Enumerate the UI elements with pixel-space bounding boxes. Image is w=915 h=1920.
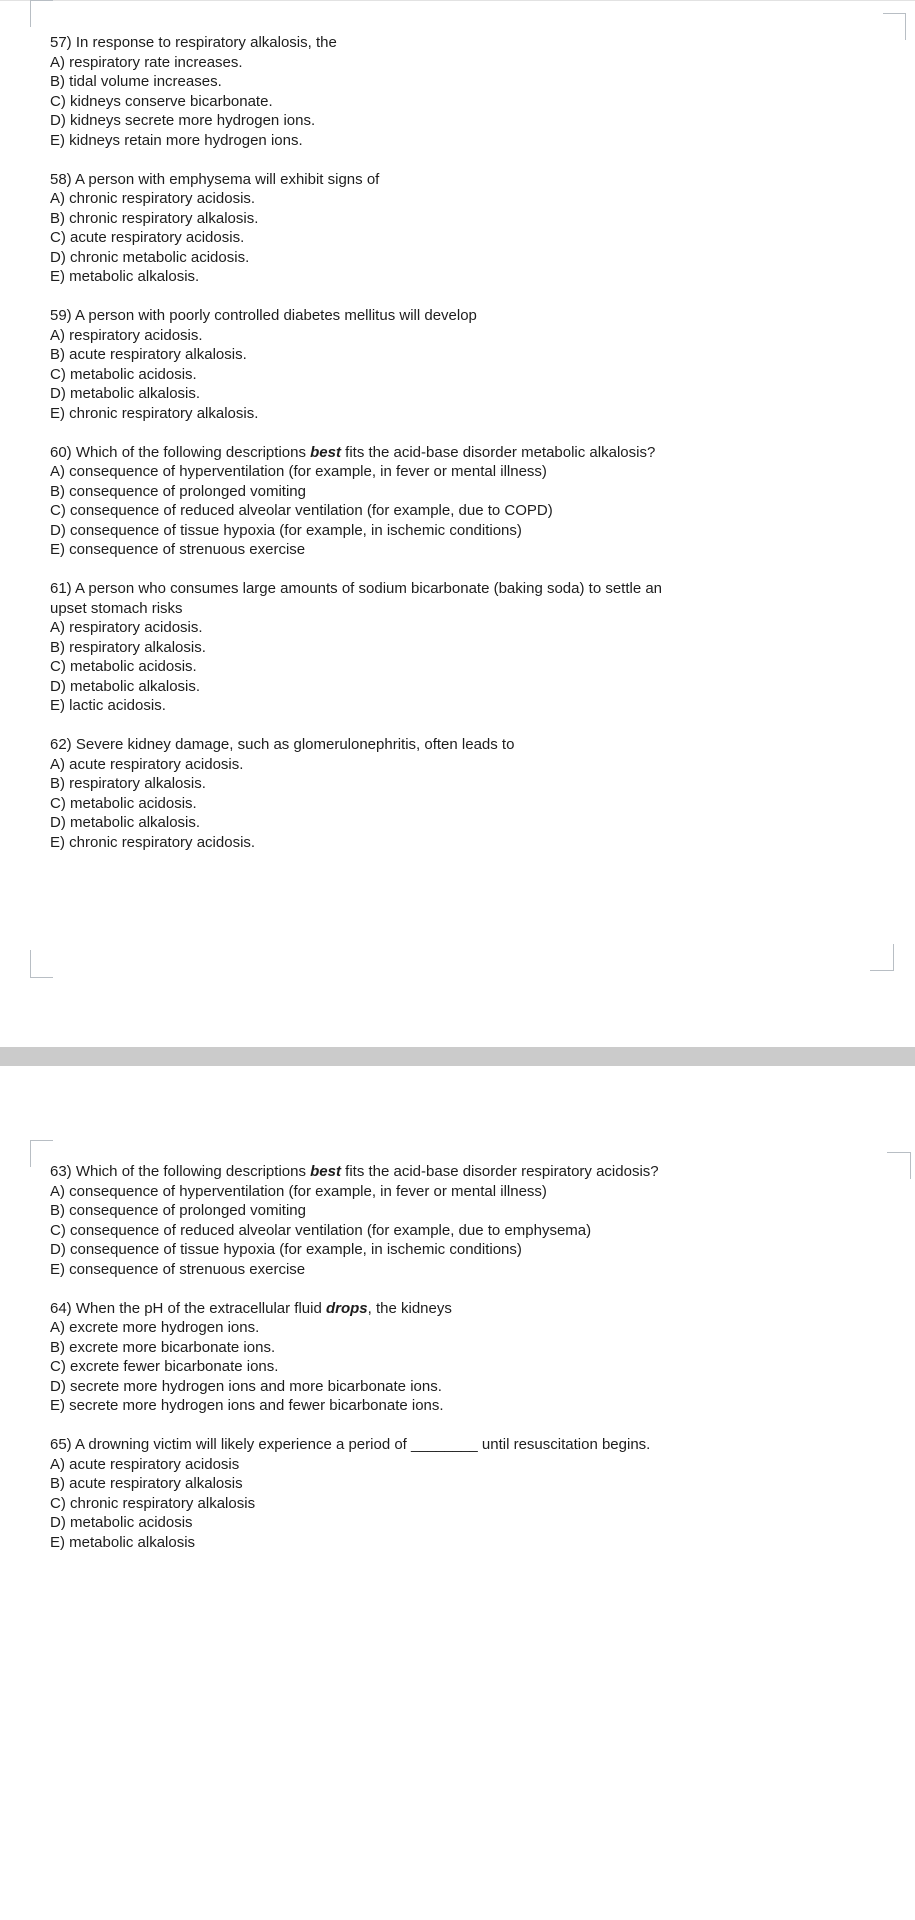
answer-option: C) chronic respiratory alkalosis xyxy=(50,1494,256,1512)
question-block xyxy=(50,1162,850,1279)
answer-option: D) metabolic alkalosis. xyxy=(50,814,201,831)
answer-option: A) consequence of hyperventilation (for example, in fever or mental illness) xyxy=(50,1182,547,1200)
question-stem xyxy=(50,579,850,599)
answer-option: C) consequence of reduced alveolar ventilation (for example, due to COPD) xyxy=(50,502,553,519)
answer-option: B) consequence of prolonged vomiting xyxy=(50,482,306,500)
question-block xyxy=(50,33,850,150)
answer-option: D) consequence of tissue hypoxia (for example, in ischemic conditions) xyxy=(50,521,522,539)
question-stem xyxy=(50,33,850,53)
question-block xyxy=(50,306,850,423)
question-block xyxy=(50,735,850,852)
stem-text: upset stomach risks xyxy=(50,599,183,617)
stem-emphasis-text: drops xyxy=(325,1299,368,1317)
stem-text: 64) When the pH of the extracellular fluid xyxy=(50,1299,326,1317)
stem-text: 63) Which of the following descriptions xyxy=(50,1163,311,1180)
answer-option: D) kidneys secrete more hydrogen ions. xyxy=(50,112,316,129)
answer-option: B) tidal volume increases. xyxy=(50,73,222,90)
answer-option: E) chronic respiratory alkalosis. xyxy=(50,404,259,422)
answer-option: B) respiratory alkalosis. xyxy=(50,775,206,792)
question-stem xyxy=(50,306,850,326)
crop-mark-bottom-left-icon xyxy=(30,950,53,978)
answer-option: C) consequence of reduced alveolar ventilation (for example, due to emphysema) xyxy=(50,1221,592,1239)
crop-mark-page2-top-right-icon xyxy=(887,1152,911,1179)
answer-option: C) excrete fewer bicarbonate ions. xyxy=(50,1358,279,1375)
answer-option: A) chronic respiratory acidosis. xyxy=(50,190,256,207)
answer-option: B) consequence of prolonged vomiting xyxy=(50,1202,306,1219)
question-stem xyxy=(50,1435,850,1455)
stem-text: 57) In response to respiratory alkalosis, the xyxy=(50,34,337,51)
answer-option: D) secrete more hydrogen ions and more bicarbonate ions. xyxy=(50,1377,442,1395)
crop-mark-top-right-icon xyxy=(883,13,906,40)
answer-option: C) metabolic acidosis. xyxy=(50,794,197,812)
question-block xyxy=(50,443,850,560)
answer-option: E) secrete more hydrogen ions and fewer bicarbonate ions. xyxy=(50,1397,444,1414)
stem-emphasis-text: best xyxy=(310,1163,341,1180)
stem-text: fits the acid-base disorder respiratory acidosis? xyxy=(340,1163,659,1180)
stem-text: , the kidneys xyxy=(367,1299,452,1317)
answer-option: E) metabolic alkalosis. xyxy=(50,268,200,285)
answer-option: A) consequence of hyperventilation (for example, in fever or mental illness) xyxy=(50,463,547,480)
answer-option: A) respiratory acidosis. xyxy=(50,326,203,344)
answer-option: C) metabolic acidosis. xyxy=(50,365,197,383)
stem-text: fits the acid-base disorder metabolic alkalosis? xyxy=(340,443,656,461)
answer-option: E) chronic respiratory acidosis. xyxy=(50,833,256,851)
question-block xyxy=(50,579,850,716)
answer-option: E) consequence of strenuous exercise xyxy=(50,1260,306,1278)
answer-option: C) acute respiratory acidosis. xyxy=(50,229,245,246)
answer-option: D) consequence of tissue hypoxia (for example, in ischemic conditions) xyxy=(50,1241,522,1258)
answer-option: A) respiratory rate increases. xyxy=(50,53,243,71)
answer-option: D) metabolic acidosis xyxy=(50,1514,193,1531)
question-stem xyxy=(50,599,850,619)
document-page-1 xyxy=(50,33,850,872)
stem-text: 61) A person who consumes large amounts of sodium bicarbonate (baking soda) to settle an xyxy=(50,580,663,597)
answer-option: B) chronic respiratory alkalosis. xyxy=(50,209,259,227)
answer-option: E) metabolic alkalosis xyxy=(50,1533,196,1551)
answer-option: B) respiratory alkalosis. xyxy=(50,638,206,656)
question-stem xyxy=(50,1162,850,1182)
question-stem xyxy=(50,1299,850,1319)
answer-option: A) excrete more hydrogen ions. xyxy=(50,1319,260,1336)
question-stem xyxy=(50,443,850,463)
answer-option: A) respiratory acidosis. xyxy=(50,619,203,636)
document-page-2 xyxy=(50,1162,850,1572)
answer-option: B) excrete more bicarbonate ions. xyxy=(50,1338,276,1356)
question-stem xyxy=(50,735,850,755)
answer-option: A) acute respiratory acidosis xyxy=(50,1455,240,1473)
answer-option: E) consequence of strenuous exercise xyxy=(50,541,306,558)
answer-option: C) metabolic acidosis. xyxy=(50,658,197,675)
answer-option: A) acute respiratory acidosis. xyxy=(50,755,244,773)
question-block xyxy=(50,170,850,287)
stem-emphasis-text: best xyxy=(310,443,341,461)
stem-text: 65) A drowning victim will likely experience a period of ________ until resuscitation begins. xyxy=(50,1436,651,1453)
question-stem xyxy=(50,170,850,190)
question-block xyxy=(50,1435,850,1552)
stem-text: 59) A person with poorly controlled diabetes mellitus will develop xyxy=(50,307,477,324)
page-break-separator xyxy=(0,1047,915,1066)
stem-text: 60) Which of the following descriptions xyxy=(50,443,311,461)
answer-option: D) chronic metabolic acidosis. xyxy=(50,248,250,266)
answer-option: D) metabolic alkalosis. xyxy=(50,677,201,695)
answer-option: E) kidneys retain more hydrogen ions. xyxy=(50,131,303,149)
crop-mark-bottom-right-icon xyxy=(870,944,894,971)
answer-option: C) kidneys conserve bicarbonate. xyxy=(50,92,273,110)
answer-option: E) lactic acidosis. xyxy=(50,697,166,714)
answer-option: D) metabolic alkalosis. xyxy=(50,385,201,402)
crop-mark-top-left-icon xyxy=(30,0,53,27)
page-top-edge xyxy=(0,0,915,1)
answer-option: B) acute respiratory alkalosis. xyxy=(50,346,247,363)
stem-text: 58) A person with emphysema will exhibit signs of xyxy=(50,170,380,188)
answer-option: B) acute respiratory alkalosis xyxy=(50,1475,243,1492)
stem-text: 62) Severe kidney damage, such as glomerulonephritis, often leads to xyxy=(50,736,515,753)
question-block xyxy=(50,1299,850,1416)
